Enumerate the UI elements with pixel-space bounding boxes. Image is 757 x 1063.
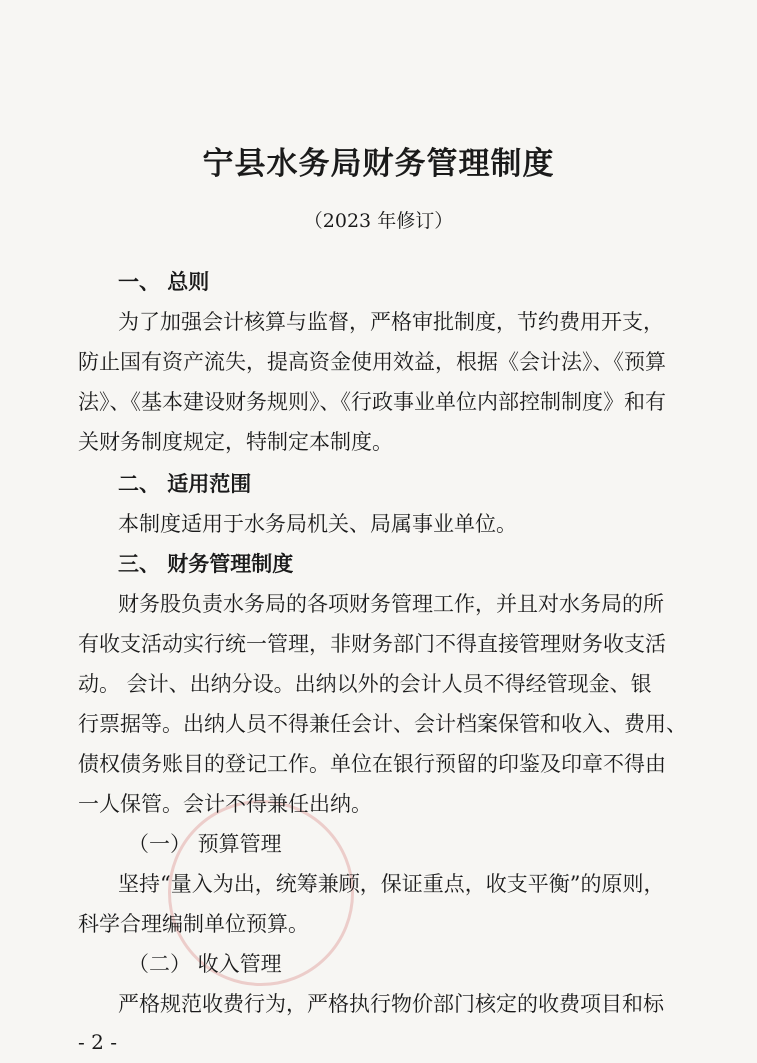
paragraph-line: 关财务制度规定，特制定本制度。 [78, 430, 393, 454]
paragraph-line: 坚持“量入为出，统筹兼顾，保证重点，收支平衡”的原则， [118, 872, 665, 896]
document-subtitle: （2023 年修订） [303, 210, 454, 232]
paragraph-line: 本制度适用于水务局机关、局属事业单位。 [118, 512, 517, 536]
section-3-heading: 三、 财务管理制度 [118, 552, 294, 576]
section-2-heading: 二、 适用范围 [118, 472, 252, 496]
page-number: - 2 - [78, 1030, 117, 1054]
paragraph-line: 一人保管。会计不得兼任出纳。 [78, 792, 372, 816]
paragraph-line: 严格规范收费行为，严格执行物价部门核定的收费项目和标 [118, 992, 664, 1016]
paragraph-line: 为了加强会计核算与监督，严格审批制度，节约费用开支， [118, 310, 664, 334]
paragraph-line: 债权债务账目的登记工作。单位在银行预留的印鉴及印章不得由 [78, 752, 666, 776]
subsection-1-heading: （一） 预算管理 [128, 832, 282, 856]
paragraph-line: 财务股负责水务局的各项财务管理工作，并且对水务局的所 [118, 592, 664, 616]
paragraph-line: 防止国有资产流失，提高资金使用效益，根据《会计法》、《预算 [78, 350, 666, 374]
subsection-2-heading: （二） 收入管理 [128, 952, 282, 976]
document-title: 宁县水务局财务管理制度 [202, 146, 555, 182]
paragraph-line: 有收支活动实行统一管理，非财务部门不得直接管理财务收支活 [78, 632, 666, 656]
paragraph-line: 法》、《基本建设财务规则》、《行政事业单位内部控制制度》和有 [78, 390, 666, 414]
paragraph-line: 动。 会计、出纳分设。出纳以外的会计人员不得经管现金、银 [78, 672, 652, 696]
paragraph-line: 行票据等。出纳人员不得兼任会计、会计档案保管和收入、费用、 [78, 712, 687, 736]
section-1-heading: 一、 总则 [118, 270, 210, 294]
paragraph-line: 科学合理编制单位预算。 [78, 912, 309, 936]
